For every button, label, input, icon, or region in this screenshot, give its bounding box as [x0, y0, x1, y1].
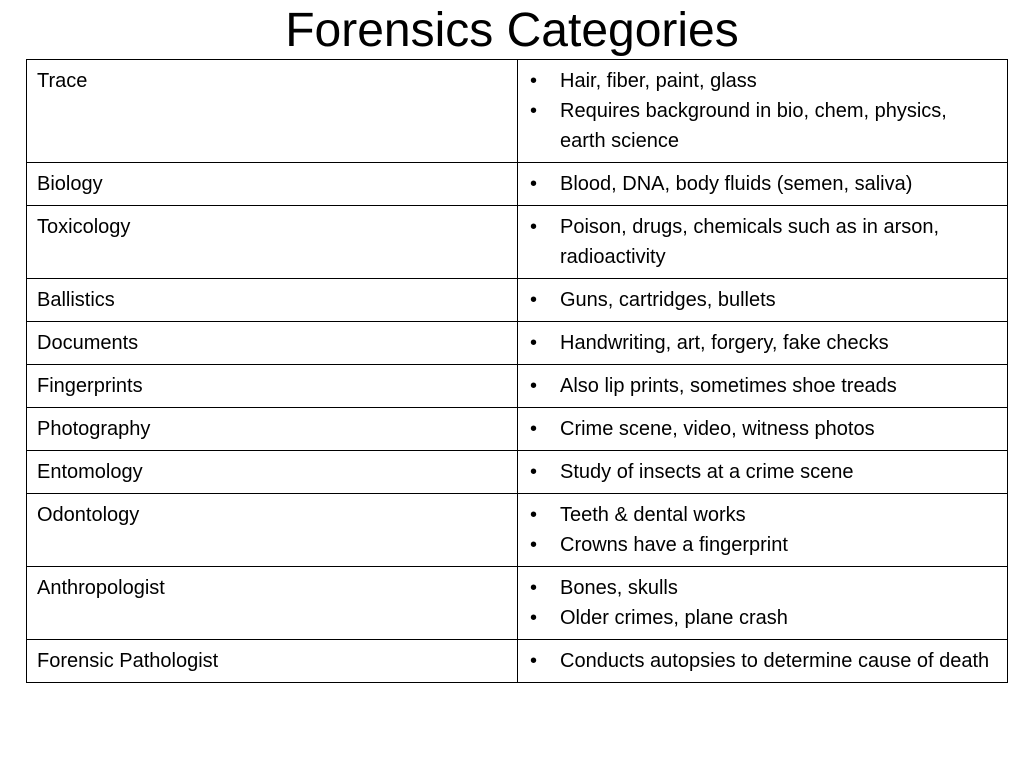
bullet-text: Older crimes, plane crash	[560, 607, 788, 629]
category-description-cell	[518, 322, 1008, 365]
category-name-cell: Odontology	[27, 494, 518, 567]
bullet-item	[528, 371, 997, 401]
category-description-cell	[518, 60, 1008, 163]
category-description-cell	[518, 163, 1008, 206]
bullet-list	[528, 371, 997, 401]
bullet-list	[528, 457, 997, 487]
bullet-icon: •	[530, 504, 538, 526]
table-row	[27, 451, 1008, 494]
category-description-cell	[518, 494, 1008, 567]
table-row	[27, 322, 1008, 365]
bullet-item	[528, 530, 997, 560]
bullet-item	[528, 603, 997, 633]
bullet-icon: •	[530, 607, 538, 629]
category-name-cell: Biology	[27, 163, 518, 206]
bullet-item	[528, 328, 997, 358]
bullet-list	[528, 169, 997, 199]
category-name-cell: Toxicology	[27, 206, 518, 279]
bullet-text: Handwriting, art, forgery, fake checks	[560, 332, 889, 354]
bullet-list	[528, 285, 997, 315]
bullet-list	[528, 573, 997, 633]
category-name-cell: Entomology	[27, 451, 518, 494]
category-description-cell	[518, 206, 1008, 279]
bullet-list	[528, 328, 997, 358]
table-row	[27, 640, 1008, 683]
bullet-icon: •	[530, 70, 538, 92]
bullet-text: Conducts autopsies to determine cause of death	[560, 650, 990, 672]
bullet-text: Crowns have a fingerprint	[560, 534, 788, 556]
table-row	[27, 60, 1008, 163]
bullet-text: Teeth & dental works	[560, 504, 746, 526]
bullet-text: Guns, cartridges, bullets	[560, 289, 776, 311]
category-name-cell: Forensic Pathologist	[27, 640, 518, 683]
bullet-icon: •	[530, 534, 538, 556]
bullet-item	[528, 414, 997, 444]
bullet-text: Requires background in bio, chem, physics, earth science	[560, 100, 947, 152]
bullet-icon: •	[530, 650, 538, 672]
bullet-icon: •	[530, 173, 538, 195]
bullet-icon: •	[530, 577, 538, 599]
bullet-list	[528, 66, 997, 156]
bullet-text: Bones, skulls	[560, 577, 678, 599]
bullet-icon: •	[530, 332, 538, 354]
category-name-cell: Anthropologist	[27, 567, 518, 640]
bullet-text: Study of insects at a crime scene	[560, 461, 854, 483]
categories-table-body	[27, 60, 1008, 683]
table-row	[27, 494, 1008, 567]
bullet-text: Poison, drugs, chemicals such as in arson, radioactivity	[560, 216, 940, 268]
bullet-text: Crime scene, video, witness photos	[560, 418, 875, 440]
bullet-item	[528, 457, 997, 487]
bullet-icon: •	[530, 289, 538, 311]
bullet-icon: •	[530, 216, 538, 238]
category-description-cell	[518, 408, 1008, 451]
category-name-cell: Documents	[27, 322, 518, 365]
bullet-item	[528, 169, 997, 199]
bullet-text: Hair, fiber, paint, glass	[560, 70, 757, 92]
category-description-cell	[518, 640, 1008, 683]
table-row	[27, 206, 1008, 279]
table-row	[27, 567, 1008, 640]
bullet-text: Blood, DNA, body fluids (semen, saliva)	[560, 173, 913, 195]
bullet-list	[528, 414, 997, 444]
table-row	[27, 163, 1008, 206]
category-name-cell: Trace	[27, 60, 518, 163]
bullet-item	[528, 66, 997, 96]
category-description-cell	[518, 279, 1008, 322]
bullet-item	[528, 646, 997, 676]
bullet-icon: •	[530, 375, 538, 397]
bullet-list	[528, 500, 997, 560]
bullet-text: Also lip prints, sometimes shoe treads	[560, 375, 897, 397]
slide-title: Forensics Categories	[285, 4, 739, 57]
bullet-item	[528, 573, 997, 603]
categories-table	[26, 59, 1008, 683]
table-row	[27, 279, 1008, 322]
bullet-item	[528, 500, 997, 530]
category-name-cell: Fingerprints	[27, 365, 518, 408]
bullet-icon: •	[530, 100, 538, 122]
bullet-item	[528, 285, 997, 315]
category-name-cell: Ballistics	[27, 279, 518, 322]
bullet-list	[528, 646, 997, 676]
category-name-cell: Photography	[27, 408, 518, 451]
table-row	[27, 408, 1008, 451]
bullet-list	[528, 212, 997, 272]
category-description-cell	[518, 451, 1008, 494]
bullet-icon: •	[530, 461, 538, 483]
category-description-cell	[518, 365, 1008, 408]
category-description-cell	[518, 567, 1008, 640]
bullet-item	[528, 96, 997, 156]
bullet-icon: •	[530, 418, 538, 440]
table-row	[27, 365, 1008, 408]
bullet-item	[528, 212, 997, 272]
